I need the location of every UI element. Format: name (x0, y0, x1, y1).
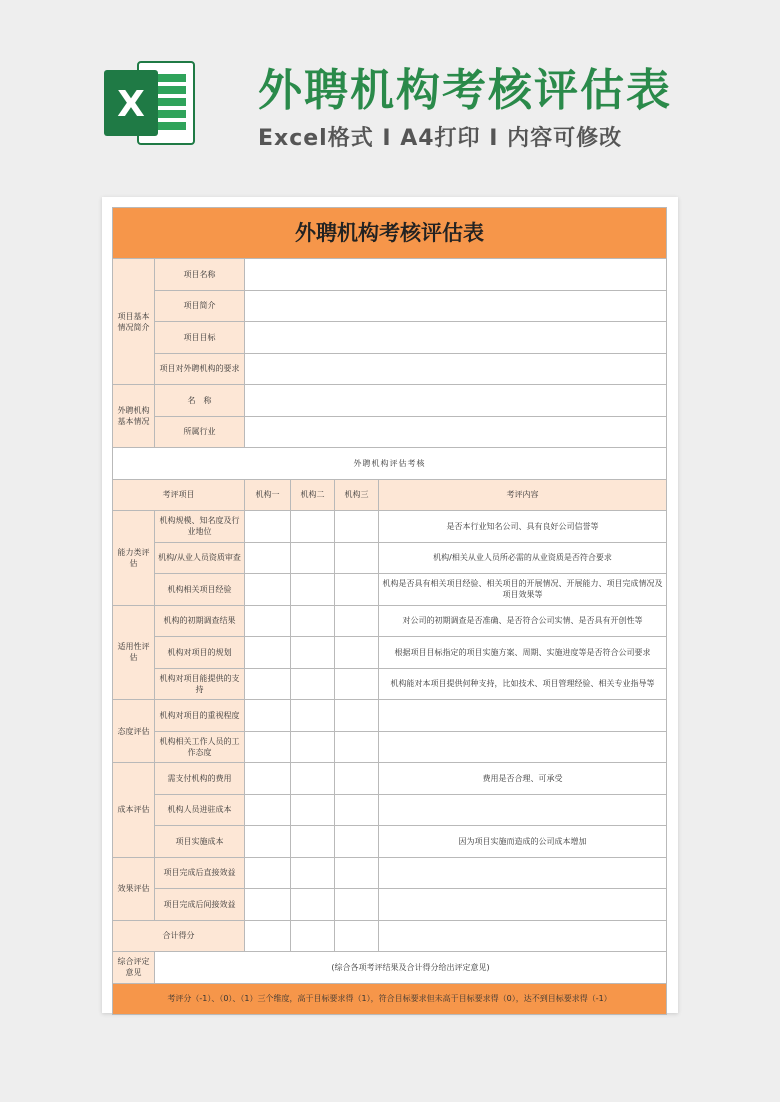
eval-content (379, 731, 667, 763)
eval-item: 机构相关项目经验 (155, 574, 245, 606)
score-cell[interactable] (291, 574, 335, 606)
score-cell[interactable] (291, 731, 335, 763)
score-cell[interactable] (335, 700, 379, 732)
score-cell[interactable] (291, 542, 335, 574)
section-title: 外聘机构评估考核 (113, 448, 667, 480)
eval-item: 机构对项目的规划 (155, 637, 245, 669)
eval-content (379, 889, 667, 921)
eval-item: 机构相关工作人员的工作态度 (155, 731, 245, 763)
score-cell[interactable] (291, 605, 335, 637)
score-cell[interactable] (335, 826, 379, 858)
score-cell[interactable] (335, 920, 379, 952)
excel-logo-icon (100, 54, 198, 152)
eval-content (379, 794, 667, 826)
column-header: 机构三 (335, 479, 379, 511)
score-cell[interactable] (335, 763, 379, 795)
score-cell[interactable] (291, 668, 335, 700)
column-header: 考评项目 (113, 479, 245, 511)
score-cell[interactable] (335, 668, 379, 700)
basic-info-group: 项目基本情况简介 (113, 259, 155, 385)
eval-item: 机构的初期调查结果 (155, 605, 245, 637)
score-cell[interactable] (245, 889, 291, 921)
eval-item: 项目完成后间接效益 (155, 889, 245, 921)
basic-item-label: 项目对外聘机构的要求 (155, 353, 245, 385)
page-title: 外聘机构考核评估表 (258, 65, 672, 116)
form-title: 外聘机构考核评估表 (113, 208, 667, 259)
eval-item: 机构人员进驻成本 (155, 794, 245, 826)
eval-content: 对公司的初期调查是否准确、是否符合公司实情、是否具有开创性等 (379, 605, 667, 637)
score-cell[interactable] (335, 731, 379, 763)
eval-item: 机构规模、知名度及行业地位 (155, 511, 245, 543)
group-label: 能力类评估 (113, 511, 155, 606)
score-cell[interactable] (245, 542, 291, 574)
score-cell[interactable] (245, 731, 291, 763)
score-cell[interactable] (335, 857, 379, 889)
agency-item-label: 所属行业 (155, 416, 245, 448)
group-label: 成本评估 (113, 763, 155, 858)
score-cell[interactable] (291, 511, 335, 543)
input-cell[interactable] (245, 322, 667, 354)
group-label: 态度评估 (113, 700, 155, 763)
opinion-hint[interactable]: (综合各项考评结果及合计得分给出评定意见) (155, 952, 667, 984)
score-cell[interactable] (245, 511, 291, 543)
input-cell[interactable] (245, 385, 667, 417)
column-header: 机构二 (291, 479, 335, 511)
input-cell[interactable] (379, 920, 667, 952)
footer-note: 考评分（-1）、（0）、（1）三个维度，高于目标要求得（1），符合目标要求但未高于目标要求得（0），达不到目标要求得（-1） (113, 983, 667, 1015)
score-cell[interactable] (335, 889, 379, 921)
eval-content: 是否本行业知名公司、具有良好公司信誉等 (379, 511, 667, 543)
score-cell[interactable] (245, 920, 291, 952)
evaluation-form (112, 207, 667, 1015)
input-cell[interactable] (245, 416, 667, 448)
agency-info-group: 外聘机构基本情况 (113, 385, 155, 448)
score-cell[interactable] (245, 763, 291, 795)
eval-content: 因为项目实施而造成的公司成本增加 (379, 826, 667, 858)
total-label: 合计得分 (113, 920, 245, 952)
eval-item: 项目完成后直接效益 (155, 857, 245, 889)
score-cell[interactable] (335, 605, 379, 637)
score-cell[interactable] (291, 857, 335, 889)
score-cell[interactable] (335, 542, 379, 574)
agency-item-label: 名 称 (155, 385, 245, 417)
score-cell[interactable] (245, 826, 291, 858)
eval-content: 费用是否合理、可承受 (379, 763, 667, 795)
logo-letter: X (117, 84, 145, 125)
score-cell[interactable] (245, 574, 291, 606)
score-cell[interactable] (245, 794, 291, 826)
score-cell[interactable] (245, 605, 291, 637)
input-cell[interactable] (245, 259, 667, 291)
group-label: 适用性评估 (113, 605, 155, 700)
basic-item-label: 项目名称 (155, 259, 245, 291)
score-cell[interactable] (291, 794, 335, 826)
page-subtitle: Excel格式 I A4打印 I 内容可修改 (258, 126, 623, 151)
group-label: 效果评估 (113, 857, 155, 920)
eval-content: 根据项目目标指定的项目实施方案、周期、实施进度等是否符合公司要求 (379, 637, 667, 669)
score-cell[interactable] (291, 826, 335, 858)
eval-item: 机构/从业人员资质审查 (155, 542, 245, 574)
column-header: 机构一 (245, 479, 291, 511)
score-cell[interactable] (335, 794, 379, 826)
score-cell[interactable] (245, 668, 291, 700)
score-cell[interactable] (291, 637, 335, 669)
score-cell[interactable] (335, 511, 379, 543)
input-cell[interactable] (245, 290, 667, 322)
eval-content: 机构是否具有相关项目经验、相关项目的开展情况、开展能力、项目完成情况及项目效果等 (379, 574, 667, 606)
worksheet (102, 197, 678, 1013)
eval-content (379, 857, 667, 889)
eval-item: 机构对项目能提供的支持 (155, 668, 245, 700)
score-cell[interactable] (291, 700, 335, 732)
score-cell[interactable] (245, 637, 291, 669)
score-cell[interactable] (291, 763, 335, 795)
score-cell[interactable] (245, 700, 291, 732)
eval-content: 机构/相关从业人员所必需的从业资质是否符合要求 (379, 542, 667, 574)
column-header: 考评内容 (379, 479, 667, 511)
basic-item-label: 项目目标 (155, 322, 245, 354)
eval-item: 需支付机构的费用 (155, 763, 245, 795)
eval-content: 机构能对本项目提供何种支持，比如技术、项目管理经验、相关专业指导等 (379, 668, 667, 700)
score-cell[interactable] (291, 889, 335, 921)
score-cell[interactable] (335, 637, 379, 669)
score-cell[interactable] (245, 857, 291, 889)
eval-item: 项目实施成本 (155, 826, 245, 858)
eval-content (379, 700, 667, 732)
basic-item-label: 项目简介 (155, 290, 245, 322)
score-cell[interactable] (291, 920, 335, 952)
opinion-label: 综合评定意见 (113, 952, 155, 984)
input-cell[interactable] (245, 353, 667, 385)
eval-item: 机构对项目的重视程度 (155, 700, 245, 732)
score-cell[interactable] (335, 574, 379, 606)
